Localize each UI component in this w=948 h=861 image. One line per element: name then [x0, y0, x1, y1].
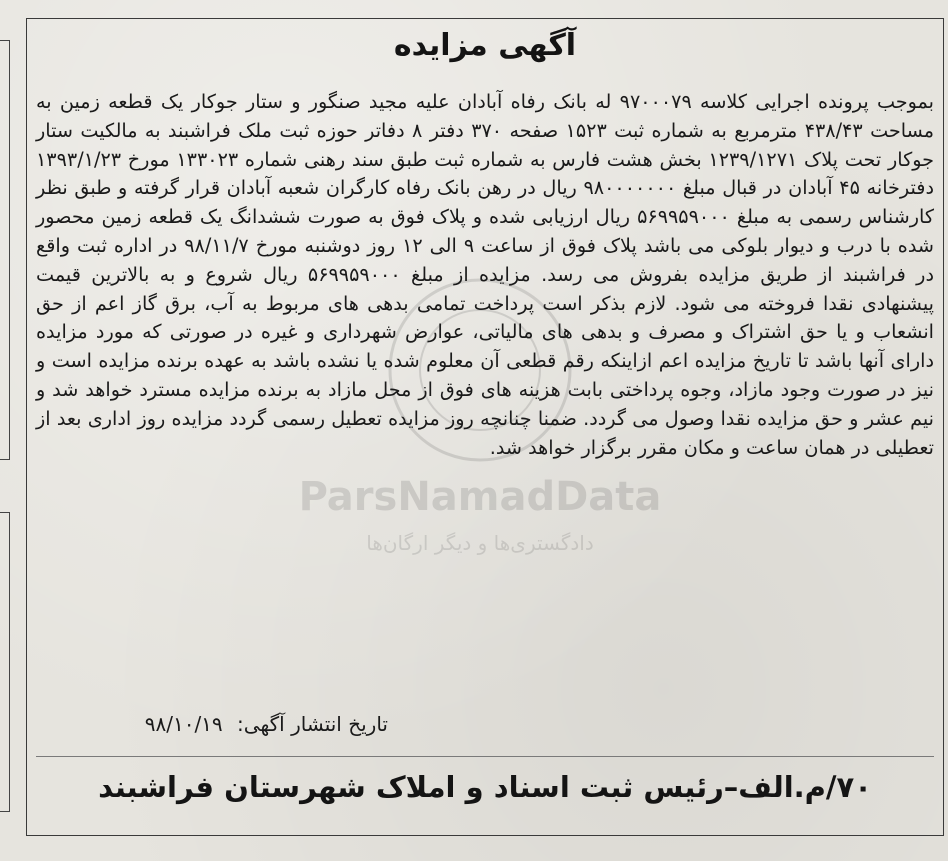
divider	[36, 756, 934, 757]
watermark-text: ParsNamadData	[298, 474, 662, 520]
notice-title: آگهی مزایده	[393, 28, 577, 63]
publication-date-value: ۹۸/۱۰/۱۹	[144, 712, 223, 736]
watermark-text-fa: دادگستری‌ها و دیگر ارگان‌ها	[366, 531, 594, 555]
adjacent-ad-border-lower	[0, 512, 10, 812]
adjacent-ad-border	[0, 40, 10, 460]
notice-body: بموجب پرونده اجرایی کلاسه ۹۷۰۰۰۷۹ له بانک رفاه آبادان علیه مجید صنگور و ستار جوکار یک قطعه زمین به مساحت ۴۳۸/۴۳ مترمربع به شماره ثبت ۱۵۲۳ صفحه ۳۷۰ دفتر ۸ دفاتر حوزه ثبت ملک فراشبند به مالکیت ستار جوکار تحت پلاک ۱۲۳۹/۱۲۷۱ بخش هشت فارس به شماره ثبت طبق سند رهنی شماره ۱۳۳۰۲۳ مورخ ۱۳۹۳/۱/۲۳ دفترخانه ۴۵ آبادان در قبال مبلغ ۹۸۰۰۰۰۰۰۰ ریال در رهن بانک رفاه کارگران شعبه آبادان قرار گرفته و طبق نظر کارشناس رسمی به مبلغ ۵۶۹۹۵۹۰۰۰ ریال ارزیابی شده و پلاک فوق به صورت ششدانگ یک قطعه زمین محصور شده با درب و دیوار بلوکی می باشد پلاک فوق از ساعت ۹ الی ۱۲ روز دوشنبه مورخ ۹۸/۱۱/۷ در اداره ثبت واقع در فراشبند از طریق مزایده بفروش می رسد. مزایده از مبلغ ۵۶۹۹۵۹۰۰۰ ریال شروع و به بالاترین قیمت پیشنهادی نقدا فروخته می شود. لازم بذکر است پرداخت تمامی بدهی های مربوط به آب، برق گاز اعم از حق انشعاب و یا حق اشتراک و مصرف و بدهی های مالیاتی، عوارض شهرداری و غیره در صورتی که مورد مزایده دارای آنها باشد تا تاریخ مزایده اعم ازاینکه رقم قطعی آن معلوم شده یا نشده باشد به عهده برنده مزایده است و نیز در صورت وجود مازاد، وجوه پرداختی بابت هزینه های فوق از محل مازاد به برنده مزایده مسترد خواهد شد و نیم عشر و حق مزایده نقدا وصول می گردد. ضمنا چنانچه روز مزایده تعطیل رسمی گردد مزایده روز اداری بعد از تعطیلی در همان ساعت و مکان مقرر برگزار خواهد شد.	[36, 90, 935, 459]
issuer-signature: ۷۰/م.الف–رئیس ثبت اسناد و املاک شهرستان فراشبند	[98, 770, 872, 804]
publication-date-line	[145, 712, 388, 736]
publication-date-label: تاریخ انتشار آگهی:	[237, 712, 388, 736]
